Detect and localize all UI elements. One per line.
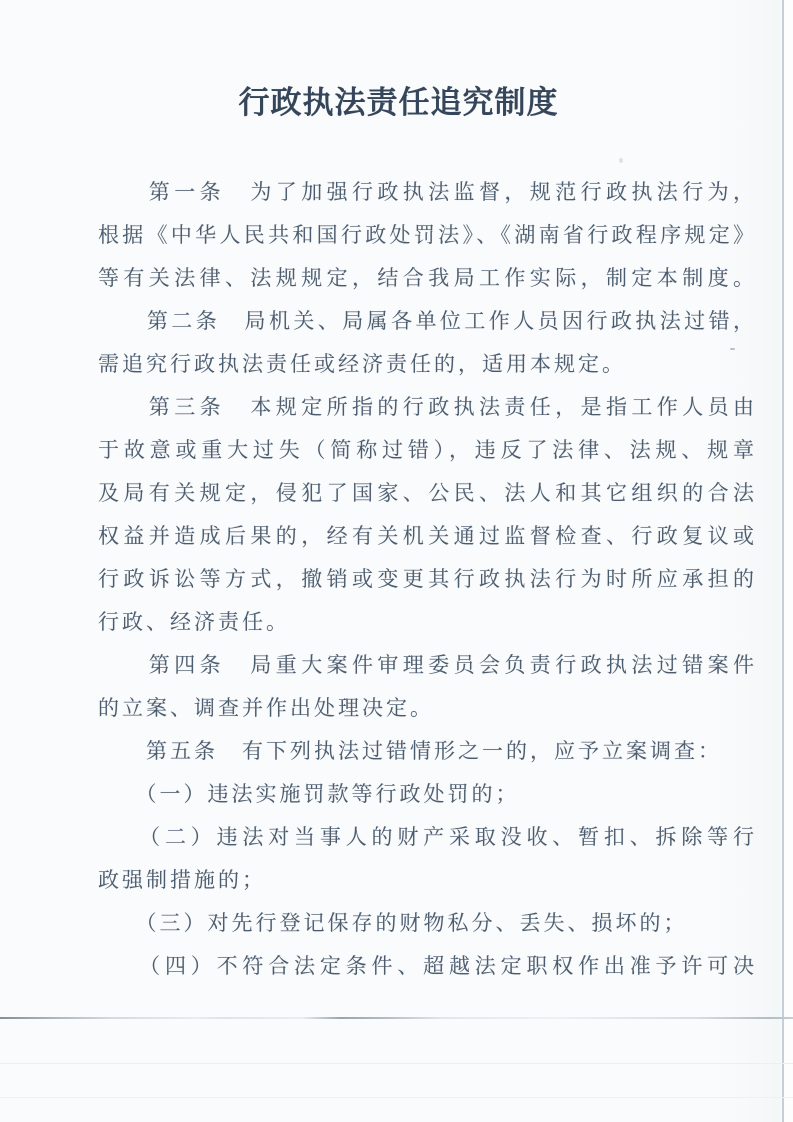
document-line: 根据《中华人民共和国行政处罚法》、《湖南省行政程序规定》 — [98, 223, 755, 247]
document-line: 权益并造成后果的，经有关机关通过监督检查、行政复议或 — [98, 524, 755, 548]
document-line: 第一条 为了加强行政执法监督，规范行政执法行为， — [98, 180, 755, 204]
document-body — [98, 171, 755, 988]
scan-speck — [730, 348, 735, 350]
document-line: 需追究行政执法责任或经济责任的，适用本规定。 — [98, 352, 626, 376]
document-line: 的立案、调查并作出处理决定。 — [98, 696, 434, 720]
document-line: （二）违法对当事人的财产采取没收、暂扣、拆除等行 — [98, 825, 755, 849]
document-line: 行政、经济责任。 — [98, 610, 290, 634]
scan-artifact-line — [0, 1063, 793, 1064]
paper-edge-strip — [784, 0, 793, 1122]
scan-artifact-line — [0, 1097, 793, 1098]
document-line: 政强制措施的； — [98, 868, 266, 892]
document-line: （四）不符合法定条件、超越法定职权作出准予许可决 — [98, 954, 755, 978]
document-line: （三）对先行登记保存的财物私分、丢失、损坏的； — [98, 911, 688, 935]
scan-speck — [619, 158, 623, 163]
document-line: 第五条 有下列执法过错情形之一的，应予立案调查： — [98, 739, 722, 763]
document-line: 行政诉讼等方式，撤销或变更其行政执法行为时所应承担的 — [98, 567, 755, 591]
document-line: 等有关法律、法规规定，结合我局工作实际，制定本制度。 — [98, 266, 755, 290]
scan-artifact-line — [0, 1017, 793, 1019]
document-title: 行政执法责任追究制度 — [238, 85, 559, 120]
document-line: 及局有关规定，侵犯了国家、公民、法人和其它组织的合法 — [98, 481, 755, 505]
document-line: 第二条 局机关、局属各单位工作人员因行政执法过错， — [98, 309, 755, 333]
document-line: 第四条 局重大案件审理委员会负责行政执法过错案件 — [98, 653, 755, 677]
document-line: 第三条 本规定所指的行政执法责任，是指工作人员由 — [98, 395, 755, 419]
document-line: （一）违法实施罚款等行政处罚的； — [98, 782, 520, 806]
document-line: 于故意或重大过失（简称过错），违反了法律、法规、规章 — [98, 438, 755, 462]
